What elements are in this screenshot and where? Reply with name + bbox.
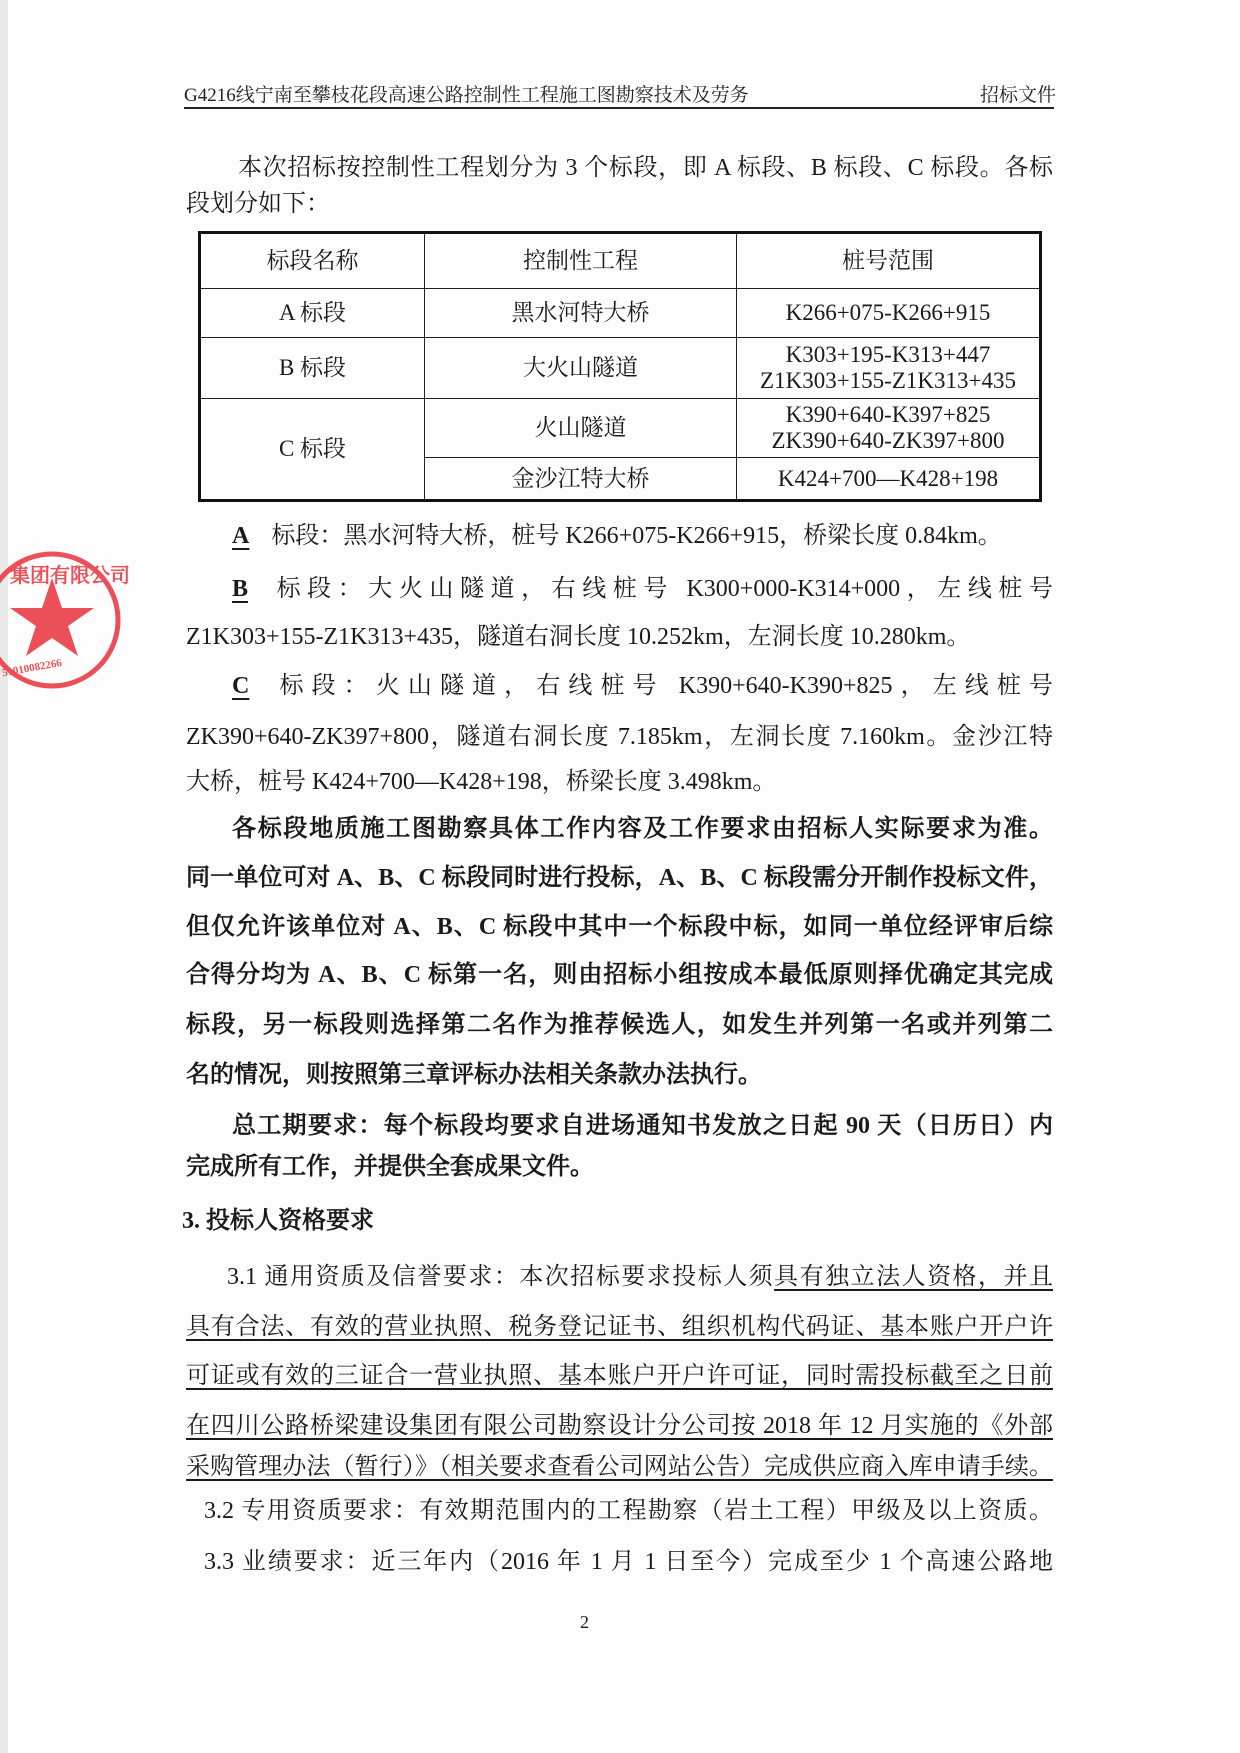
text-segment: ZK390+640-ZK397+800，隧道右洞长度 7.185km，左洞长度 7.160km。金沙江特 [186, 724, 1053, 750]
table-row [200, 289, 1041, 338]
table-header-row [200, 233, 1041, 289]
text-segment: 名的情况，则按照第三章评标办法相关条款办法执行。 [186, 1062, 762, 1088]
svg-text:集团有限公司: 集团有限公司 [10, 565, 130, 587]
range-line: K303+195-K313+447 [785, 342, 991, 367]
text-segment: 本次招标按控制性工程划分为 3 个标段，即 A 标段、B 标段、C 标段。各标 [238, 155, 1053, 181]
text-segment: 大桥，桩号 K424+700—K428+198，桥梁长度 3.498km。 [186, 769, 777, 795]
text-segment: 3.2 专用资质要求：有效期范围内的工程勘察（岩土工程）甲级及以上资质。 [204, 1498, 1053, 1524]
text-line [186, 863, 1053, 893]
text-segment: 标段，另一标段则选择第二名作为推荐候选人，如发生并列第一名或并列第二 [186, 1012, 1053, 1038]
table-row [200, 399, 1041, 458]
text-line [182, 1206, 374, 1236]
text-line [186, 912, 1053, 942]
header-doc-type: 招标文件 [980, 85, 1057, 106]
text-segment: 合得分均为 A、B、C 标第一名，则由招标小组按成本最低原则择优确定其完成 [186, 962, 1053, 988]
text-line [232, 671, 1053, 701]
range [737, 399, 1041, 458]
text-line [186, 767, 776, 797]
range-line: ZK390+640-ZK397+800 [771, 428, 1005, 453]
scan-edge [0, 0, 8, 1753]
text-line [204, 1496, 1053, 1526]
table-header: 标段名称 [200, 233, 425, 289]
text-segment: 具有独立法人资格，并且 [774, 1264, 1053, 1290]
text-segment: 3.1 通用资质及信誉要求：本次招标要求投标人须 [227, 1264, 775, 1290]
text-segment: 但仅允许该单位对 A、B、C 标段中其中一个标段中标，如同一单位经评审后综 [186, 914, 1053, 940]
work-name: 火山隧道 [425, 399, 737, 458]
table-header: 控制性工程 [425, 233, 737, 289]
text-line [204, 1547, 1053, 1577]
range: K266+075-K266+915 [737, 289, 1041, 338]
text-segment: 3.3 业绩要求：近三年内（2016 年 1 月 1 日至今）完成至少 1 个高速公路地 [204, 1549, 1053, 1575]
text-segment: Z1K303+155-Z1K313+435，隧道右洞长度 10.252km，左洞长度 10.280km。 [186, 624, 971, 650]
text-line [232, 521, 1002, 551]
text-line [232, 1111, 1053, 1141]
text-line [238, 153, 1053, 183]
text-line [186, 722, 1053, 752]
header-title: G4216线宁南至攀枝花段高速公路控制性工程施工图勘察技术及劳务 [184, 85, 749, 106]
company-seal [0, 540, 130, 710]
text-segment: 具有合法、有效的营业执照、税务登记证书、组织机构代码证、基本账户开户许 [186, 1314, 1053, 1340]
text-line [186, 1361, 1053, 1391]
text-line [186, 1010, 1053, 1040]
text-segment: 总工期要求：每个标段均要求自进场通知书发放之日起 90 天（日历日）内 [232, 1113, 1053, 1139]
text-line [186, 1152, 594, 1182]
text-segment: 标段：大火山隧道，右线桩号 K300+000-K314+000，左线桩号 [270, 576, 1053, 602]
text-segment: 在四川公路桥梁建设集团有限公司勘察设计分公司按 2018 年 12 月实施的《外部 [186, 1413, 1053, 1439]
range-line: K390+640-K397+825 [785, 402, 991, 427]
text-line [227, 1262, 1053, 1292]
text-line [232, 814, 1053, 844]
work-name: 大火山隧道 [425, 338, 737, 399]
header-rule [184, 107, 1054, 109]
text-line [186, 622, 970, 652]
section-name: B 标段 [200, 338, 425, 399]
section-letter: A [232, 523, 250, 549]
table-row [200, 338, 1041, 399]
text-segment: 3. 投标人资格要求 [182, 1208, 374, 1234]
text-line [232, 574, 1053, 604]
text-segment: 段划分如下： [186, 191, 330, 217]
work-name: 黑水河特大桥 [425, 289, 737, 338]
section-name: C 标段 [200, 399, 425, 501]
text-segment: 各标段地质施工图勘察具体工作内容及工作要求由招标人实际要求为准。 [232, 816, 1053, 842]
text-line [186, 1060, 762, 1090]
section-name: A 标段 [200, 289, 425, 338]
text-line [186, 1411, 1053, 1441]
range-line: Z1K303+155-Z1K313+435 [760, 368, 1016, 393]
range: K424+700—K428+198 [737, 458, 1041, 501]
text-segment: 标段：火山隧道，右线桩号 K390+640-K390+825，左线桩号 [271, 673, 1053, 699]
text-segment: 采购管理办法（暂行）》（相关要求查看公司网站公告）完成供应商入库申请手续。 [186, 1454, 1053, 1480]
work-name: 金沙江特大桥 [425, 458, 737, 501]
text-line [186, 960, 1053, 990]
text-segment: 完成所有工作，并提供全套成果文件。 [186, 1154, 594, 1180]
section-letter: C [232, 673, 250, 699]
text-segment: 可证或有效的三证合一营业执照、基本账户开户许可证，同时需投标截至之日前 [186, 1363, 1053, 1389]
text-segment: 标段：黑水河特大桥，桩号 K266+075-K266+915，桥梁长度 0.84km。 [271, 523, 1002, 549]
text-line [186, 189, 330, 219]
text-line [186, 1452, 1053, 1482]
range [737, 338, 1041, 399]
section-letter: B [232, 576, 249, 602]
section-table [198, 231, 1042, 502]
svg-text:51010082266: 51010082266 [1, 656, 63, 680]
table-header: 桩号范围 [737, 233, 1041, 289]
page-number: 2 [580, 1612, 589, 1632]
text-segment: 同一单位可对 A、B、C 标段同时进行投标，A、B、C 标段需分开制作投标文件， [186, 865, 1053, 891]
text-line [186, 1312, 1053, 1342]
star-icon [10, 578, 94, 656]
